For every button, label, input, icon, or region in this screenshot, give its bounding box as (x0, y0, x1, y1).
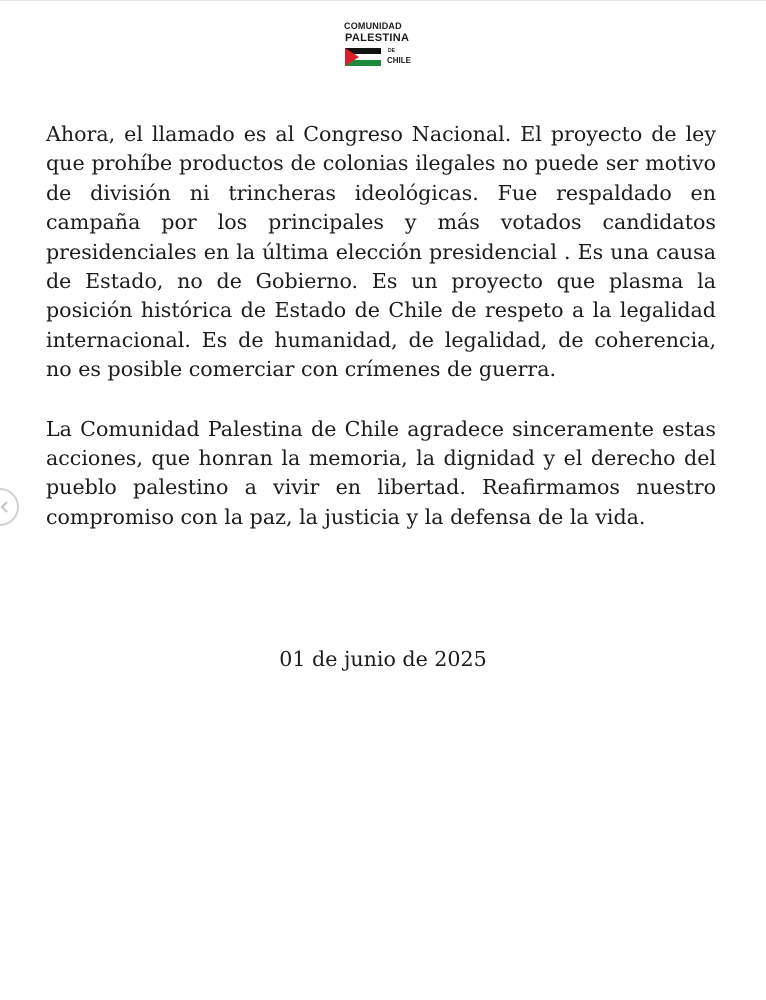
logo-text-de: DE (388, 48, 395, 54)
paragraph-congress-call: Ahora, el llamado es al Congreso Nacional. El proyecto de ley que prohíbe productos de colonias ilegales no puede ser motivo de división ni trincheras ideológicas. Fue respaldado en campaña por los principales y más votados candidatos presidenciales en la última elección presidencial . Es una causa de Estado, no de Gobierno. Es un proyecto que plasma la posición histórica de Estado de Chile de respeto a la legalidad internacional. Es de humanidad, de legalidad, de coherencia, no es posible comerciar con crímenes de guerra. (46, 122, 716, 382)
logo-text-comunidad: COMUNIDAD (344, 21, 402, 31)
logo-text-chile: CHILE (387, 56, 411, 65)
statement-body (46, 120, 716, 561)
paragraph-gratitude: La Comunidad Palestina de Chile agradece sinceramente estas acciones, que honran la memoria, la dignidad y el derecho del pueblo palestino a vivir en libertad. Reafirmamos nuestro compromiso con la paz, la justicia y la defensa de la vida. (46, 416, 716, 529)
logo-text-palestina: PALESTINA (345, 32, 410, 44)
statement-date: 01 de junio de 2025 (279, 647, 487, 671)
organization-logo (330, 20, 440, 72)
palestine-flag-icon (345, 48, 381, 66)
previous-slide-button[interactable] (0, 488, 19, 526)
top-divider (0, 0, 766, 1)
chevron-left-icon (0, 501, 11, 513)
